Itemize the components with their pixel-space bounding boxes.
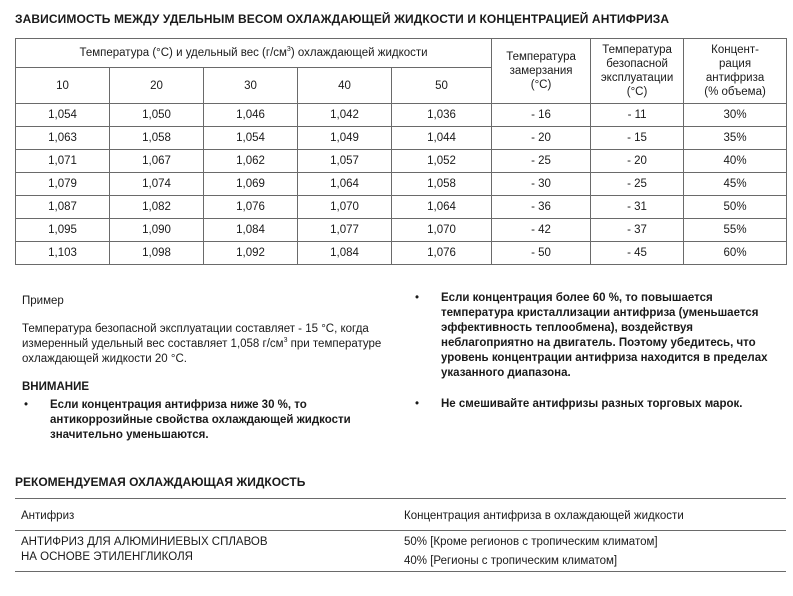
- header-freeze-temp: Температура замерзания (°C): [492, 39, 591, 104]
- concentration-tropical: 40% [Регионы с тропическим климатом]: [404, 555, 618, 567]
- list-item: • Если концентрация антифриза ниже 30 %, то антикоррозийные свойства охлаждающей жидкости значительно уменьшаются.: [24, 399, 351, 441]
- table-cell: 1,095: [16, 219, 110, 242]
- table-cell: 1,057: [298, 150, 392, 173]
- table-row: [16, 104, 787, 127]
- table-cell: 1,067: [110, 150, 204, 173]
- page-title: ЗАВИСИМОСТЬ МЕЖДУ УДЕЛЬНЫМ ВЕСОМ ОХЛАЖДАЮЩЕЙ ЖИДКОСТИ И КОНЦЕНТРАЦИЕЙ АНТИФРИЗА: [15, 12, 670, 26]
- table-cell: - 37: [591, 219, 684, 242]
- divider: [15, 530, 786, 531]
- bullet-icon: •: [24, 399, 29, 411]
- table-cell: 1,070: [298, 196, 392, 219]
- table-cell: 1,076: [392, 242, 492, 265]
- header-concentration: Концент- рация антифриза (% объема): [684, 39, 787, 104]
- divider: [15, 498, 786, 499]
- table-cell: 45%: [684, 173, 787, 196]
- table-cell: 1,058: [110, 127, 204, 150]
- table-row: [16, 173, 787, 196]
- table-cell: 1,054: [204, 127, 298, 150]
- temp-header-cell: 20: [110, 68, 204, 104]
- table-row: [16, 242, 787, 265]
- table-cell: 1,084: [204, 219, 298, 242]
- col-concentration-header: Концентрация антифриза в охлаждающей жидкости: [404, 510, 684, 522]
- table-cell: 1,098: [110, 242, 204, 265]
- temp-header-cell: 40: [298, 68, 392, 104]
- table-cell: - 45: [591, 242, 684, 265]
- warning-list-left: [22, 398, 362, 443]
- table-cell: 1,062: [204, 150, 298, 173]
- table-cell: - 36: [492, 196, 591, 219]
- table-cell: - 20: [591, 150, 684, 173]
- table-cell: 55%: [684, 219, 787, 242]
- table-cell: 1,036: [392, 104, 492, 127]
- bullet-icon: •: [415, 398, 420, 410]
- table-cell: - 15: [591, 127, 684, 150]
- table-row: [16, 196, 787, 219]
- table-cell: 1,082: [110, 196, 204, 219]
- temp-header-cell: 30: [204, 68, 298, 104]
- concentration-nontropical: 50% [Кроме регионов с тропическим климатом]: [404, 536, 658, 548]
- temp-header-cell: 50: [392, 68, 492, 104]
- table-cell: - 50: [492, 242, 591, 265]
- table-cell: 1,058: [392, 173, 492, 196]
- table-cell: 1,090: [110, 219, 204, 242]
- table-cell: - 25: [492, 150, 591, 173]
- table-cell: 1,084: [298, 242, 392, 265]
- temp-header-cell: 10: [16, 68, 110, 104]
- gravity-concentration-table: [15, 38, 787, 265]
- table-cell: 1,077: [298, 219, 392, 242]
- table-cell: - 11: [591, 104, 684, 127]
- example-text: Температура безопасной эксплуатации составляет - 15 °C, когда измеренный удельный вес составляет 1,058 $г/см^3$ при температуре охлаждающей жидкости 20 °C.: [22, 323, 382, 365]
- table-cell: 30%: [684, 104, 787, 127]
- table-cell: 1,079: [16, 173, 110, 196]
- table-cell: - 25: [591, 173, 684, 196]
- antifreeze-name: АНТИФРИЗ ДЛЯ АЛЮМИНИЕВЫХ СПЛАВОВ НА ОСНОВЕ ЭТИЛЕНГЛИКОЛЯ: [21, 536, 268, 563]
- list-item: • Не смешивайте антифризы разных торговых марок.: [415, 398, 743, 410]
- warning-title: ВНИМАНИЕ: [22, 381, 90, 393]
- header-temperature-gravity: Температура (°C) и удельный вес $(г/см^3)$ охлаждающей жидкости: [16, 39, 492, 68]
- table-cell: 1,046: [204, 104, 298, 127]
- recommended-title: РЕКОМЕНДУЕМАЯ ОХЛАЖДАЮЩАЯ ЖИДКОСТЬ: [15, 475, 306, 489]
- list-item: • Если концентрация более 60 %, то повышается температура кристаллизации антифриза (уменьшается эффективность теплообмена), воздействуя неблагоприятно на двигатель. Поэтому убедитесь, что уровень концентрации антифриза находится в пределах указанного диапазона.: [415, 292, 768, 379]
- table-cell: 40%: [684, 150, 787, 173]
- table-cell: 1,069: [204, 173, 298, 196]
- table-cell: 1,064: [392, 196, 492, 219]
- table-cell: 1,063: [16, 127, 110, 150]
- table-cell: 1,054: [16, 104, 110, 127]
- table-cell: 1,042: [298, 104, 392, 127]
- table-cell: 1,103: [16, 242, 110, 265]
- table-cell: 1,044: [392, 127, 492, 150]
- table-row: [16, 150, 787, 173]
- table-cell: 35%: [684, 127, 787, 150]
- table-cell: - 30: [492, 173, 591, 196]
- table-cell: - 20: [492, 127, 591, 150]
- col-antifreeze-header: Антифриз: [21, 510, 75, 522]
- table-cell: 1,070: [392, 219, 492, 242]
- warning-list-right: [413, 291, 783, 412]
- table-row: [16, 127, 787, 150]
- bullet-icon: •: [415, 292, 420, 304]
- table-cell: 1,052: [392, 150, 492, 173]
- example-label: Пример: [22, 295, 64, 307]
- header-safe-temp: Температура безопасной эксплуатации (°C): [591, 39, 684, 104]
- table-cell: 1,050: [110, 104, 204, 127]
- divider: [15, 571, 786, 572]
- table-cell: 50%: [684, 196, 787, 219]
- table-cell: 60%: [684, 242, 787, 265]
- table-cell: 1,076: [204, 196, 298, 219]
- table-cell: 1,092: [204, 242, 298, 265]
- table-cell: - 42: [492, 219, 591, 242]
- table-cell: 1,071: [16, 150, 110, 173]
- table-cell: - 31: [591, 196, 684, 219]
- table-row: [16, 219, 787, 242]
- table-cell: 1,087: [16, 196, 110, 219]
- table-cell: 1,064: [298, 173, 392, 196]
- table-cell: 1,049: [298, 127, 392, 150]
- table-cell: 1,074: [110, 173, 204, 196]
- table-cell: - 16: [492, 104, 591, 127]
